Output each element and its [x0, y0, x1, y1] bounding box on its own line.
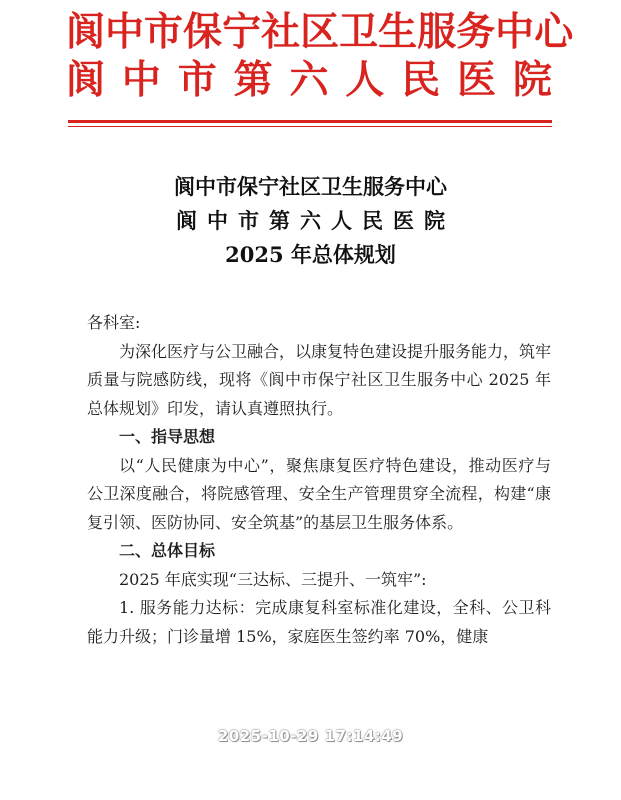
title-line-3: 2025 年总体规划 [225, 242, 396, 267]
document-body [87, 309, 551, 651]
letterhead-char: 卫 [339, 9, 379, 55]
goal-item-1: 1. 服务能力达标：完成康复科室标准化建设，全科、公卫科能力升级；门诊量增 15%，家庭医生签约率 70%，健康 [87, 598, 551, 646]
letterhead-line-1 [66, 8, 574, 56]
section-1-paragraph: 以“人民健康为中心”，聚焦康复医疗特色建设，推动医疗与公卫深度融合，将院感管理、安全生产管理贯穿全流程，构建“康复引领、医防协同、安全筑基”的基层卫生服务体系。 [87, 455, 551, 532]
letterhead-char: 生 [378, 9, 418, 55]
title-line-1: 阆中市保宁社区卫生服务中心 [174, 174, 447, 199]
letterhead-char: 第 [233, 57, 273, 103]
letterhead-char: 务 [456, 9, 496, 55]
letterhead-char: 中 [121, 57, 161, 103]
letterhead-char: 阆 [66, 9, 106, 55]
letterhead-char: 中 [495, 9, 535, 55]
letterhead-char: 服 [417, 9, 457, 55]
letterhead-char: 宁 [222, 9, 262, 55]
letterhead-char: 市 [144, 9, 184, 55]
document-title [0, 170, 621, 272]
letterhead-char: 市 [177, 57, 217, 103]
intro-paragraph: 为深化医疗与公卫融合，以康复特色建设提升服务能力，筑牢质量与院感防线，现将《阆中市保宁社区卫生服务中心 2025 年总体规划》印发，请认真遵照执行。 [87, 341, 552, 418]
red-divider-thin [68, 126, 552, 127]
section-2-heading: 二、总体目标 [119, 541, 216, 560]
letterhead-char: 中 [105, 9, 145, 55]
letterhead-char: 医 [457, 57, 497, 103]
section-1-heading: 一、指导思想 [119, 427, 216, 446]
letterhead-char: 六 [289, 57, 329, 103]
letterhead-char: 人 [345, 57, 385, 103]
letterhead-char: 区 [300, 9, 340, 55]
letterhead-char: 阆 [66, 57, 106, 103]
red-divider-thick [68, 120, 552, 123]
letterhead-line-2 [66, 56, 552, 104]
letterhead-char: 民 [401, 57, 441, 103]
letterhead-char: 保 [183, 9, 223, 55]
salutation: 各科室: [87, 313, 141, 332]
title-line-2: 阆中市第六人民医院 [176, 208, 455, 233]
letterhead-char: 社 [261, 9, 301, 55]
letterhead-char: 院 [512, 57, 552, 103]
letterhead-char: 心 [534, 9, 574, 55]
section-2-paragraph: 2025 年底实现“三达标、三提升、一筑牢”: [119, 569, 427, 589]
timestamp-watermark: 2025-10-29 17:14:49 [217, 727, 404, 745]
letterhead [66, 8, 574, 104]
